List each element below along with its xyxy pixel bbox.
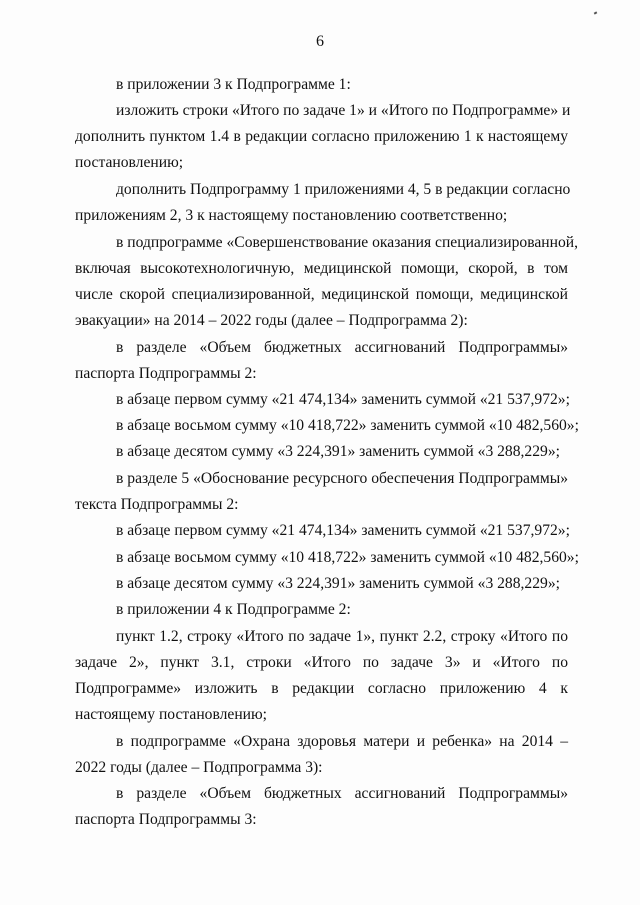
text-line-27: 2022 годы (далее – Подпрограмма 3): [75,759,323,776]
page-number: 6 [316,33,324,50]
text-line-6: приложениям 2, 3 к настоящему постановлению соответственно; [75,207,508,224]
text-line-20: в абзаце десятом сумму «3 224,391» заменить суммой «3 288,229»; [116,575,560,592]
text-line-24: Подпрограмме» изложить в редакции согласно приложению 4 к [75,680,568,697]
text-line-22: пункт 1.2, строку «Итого по задаче 1», пункт 2.2, строку «Итого по [116,628,568,645]
text-line-17: текста Подпрограммы 2: [75,496,239,513]
text-line-15: в абзаце десятом сумму «3 224,391» заменить суммой «3 288,229»; [116,443,560,460]
text-line-26: в подпрограмме «Охрана здоровья матери и ребенка» на 2014 – [116,733,568,750]
text-line-4: постановлению; [75,154,184,171]
text-line-14: в абзаце восьмом сумму «10 418,722» заменить суммой «10 482,560»; [116,417,579,434]
text-line-12: паспорта Подпрограммы 2: [75,365,257,382]
text-line-1: в приложении 3 к Подпрограмме 1: [116,76,351,93]
text-line-28: в разделе «Объем бюджетных ассигнований Подпрограммы» [116,785,568,802]
text-line-16: в разделе 5 «Обоснование ресурсного обеспечения Подпрограммы» [116,470,568,487]
scan-mark [594,11,598,14]
text-line-18: в абзаце первом сумму «21 474,134» заменить суммой «21 537,972»; [116,522,570,539]
text-line-10: эвакуации» на 2014 – 2022 годы (далее – Подпрограмма 2): [75,312,468,329]
text-line-19: в абзаце восьмом сумму «10 418,722» заменить суммой «10 482,560»; [116,549,579,566]
text-line-9: числе скорой специализированной, медицинской помощи, медицинской [75,286,568,303]
text-line-21: в приложении 4 к Подпрограмме 2: [116,601,351,618]
text-line-2: изложить строки «Итого по задаче 1» и «Итого по Подпрограмме» и [116,102,571,119]
text-line-5: дополнить Подпрограмму 1 приложениями 4, 5 в редакции согласно [116,181,571,198]
text-line-23: задаче 2», пункт 3.1, строки «Итого по задаче 3» и «Итого по [75,654,568,671]
text-line-8: включая высокотехнологичную, медицинской помощи, скорой, в том [75,260,568,277]
text-line-13: в абзаце первом сумму «21 474,134» заменить суммой «21 537,972»; [116,391,570,408]
text-line-29: паспорта Подпрограммы 3: [75,811,257,828]
text-line-25: настоящему постановлению; [75,706,268,723]
text-line-7: в подпрограмме «Совершенствование оказания специализированной, [116,234,579,251]
text-line-11: в разделе «Объем бюджетных ассигнований Подпрограммы» [116,339,568,356]
text-line-3: дополнить пунктом 1.4 в редакции согласно приложению 1 к настоящему [75,128,568,145]
